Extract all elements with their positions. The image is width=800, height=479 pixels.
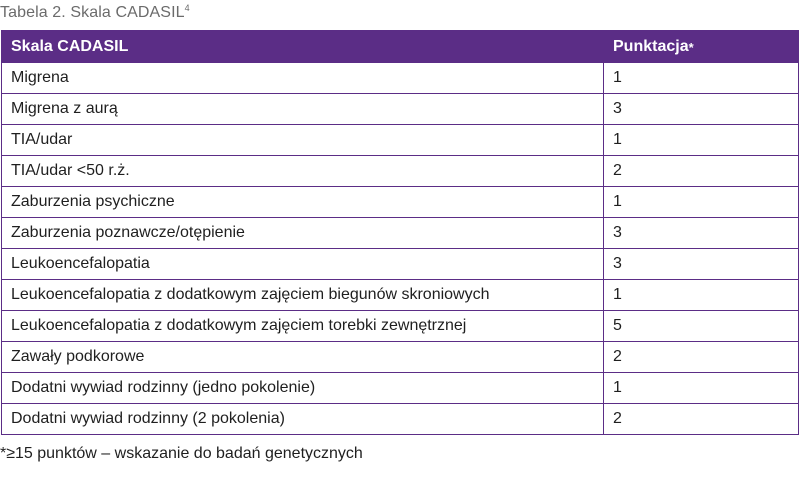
footnote-text: ≥15 punktów – wskazanie do badań genetycznych [6,445,363,462]
row-score: 2 [604,342,799,373]
row-label: Leukoencefalopatia [2,249,604,280]
header-scale-label: Skala CADASIL [11,37,129,55]
caption-text: Tabela 2. Skala CADASIL [0,4,185,21]
row-score: 3 [604,94,799,125]
footnote [0,445,363,463]
row-label: Migrena z aurą [2,94,604,125]
header-score-label: Punktacja [613,37,689,55]
table-row [2,373,799,404]
row-label: TIA/udar [2,125,604,156]
row-score: 1 [604,280,799,311]
table-row [2,404,799,435]
row-score: 2 [604,156,799,187]
row-score: 3 [604,249,799,280]
table-row [2,218,799,249]
row-score: 1 [604,125,799,156]
table-row [2,280,799,311]
footnote-marker: * [0,445,7,462]
caption-reference: 4 [184,3,190,13]
row-label: Dodatni wywiad rodzinny (jedno pokolenie) [2,373,604,404]
table-row [2,125,799,156]
row-label: Zawały podkorowe [2,342,604,373]
table-row [2,94,799,125]
row-score: 1 [604,63,799,94]
row-score: 5 [604,311,799,342]
row-score: 1 [604,373,799,404]
table-row [2,311,799,342]
row-score: 3 [604,218,799,249]
table-row [2,187,799,218]
row-label: Leukoencefalopatia z dodatkowym zajęciem torebki zewnętrznej [2,311,604,342]
table-caption [0,4,190,22]
row-score: 2 [604,404,799,435]
header-score-marker: * [688,39,694,55]
table-row [2,249,799,280]
row-label: Zaburzenia poznawcze/otępienie [2,218,604,249]
row-label: TIA/udar <50 r.ż. [2,156,604,187]
table-row [2,63,799,94]
table-row [2,156,799,187]
cadasil-scale-table [1,30,799,435]
row-label: Dodatni wywiad rodzinny (2 pokolenia) [2,404,604,435]
table-header-row [2,31,799,63]
row-score: 1 [604,187,799,218]
row-label: Leukoencefalopatia z dodatkowym zajęciem biegunów skroniowych [2,280,604,311]
row-label: Zaburzenia psychiczne [2,187,604,218]
table-body [2,63,799,435]
table-row [2,342,799,373]
header-scale-name [2,31,604,63]
header-score [604,31,799,63]
row-label: Migrena [2,63,604,94]
